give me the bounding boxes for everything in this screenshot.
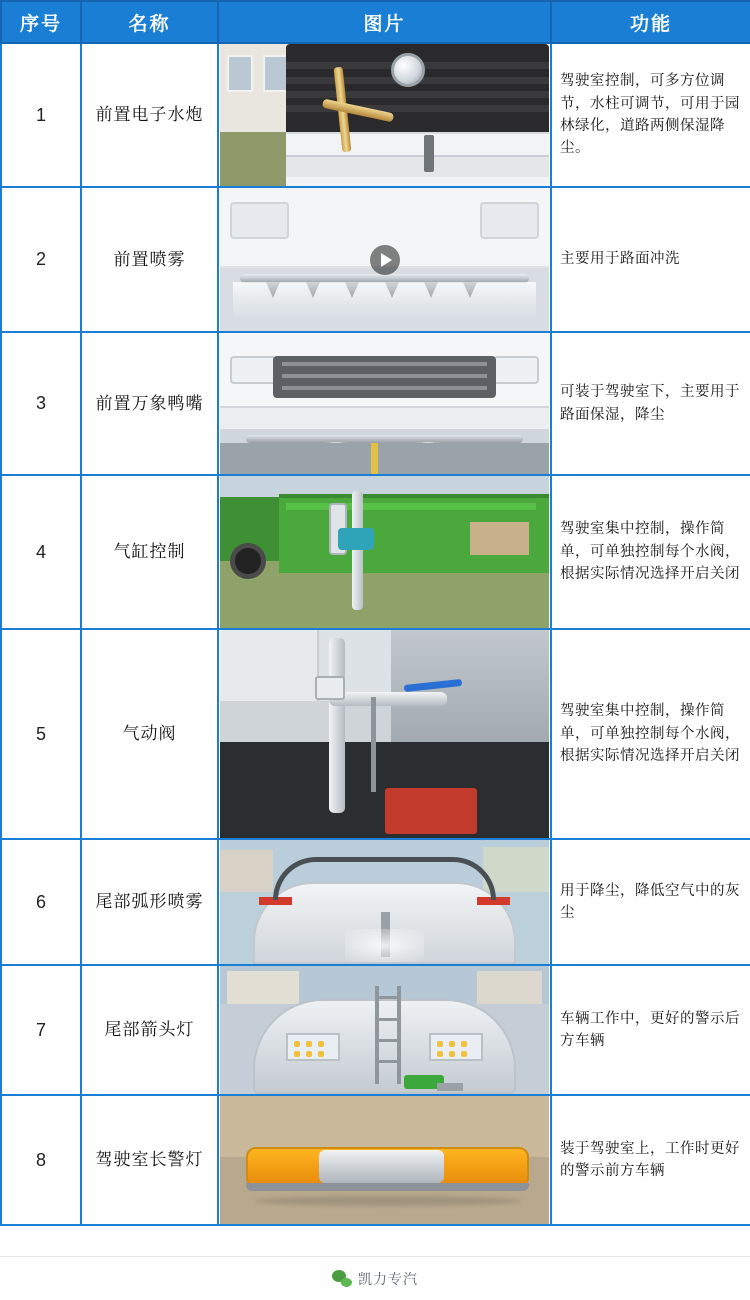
row-index: 1 [1,43,81,187]
row-name: 尾部箭头灯 [81,965,218,1095]
table-row [1,475,750,629]
row-function: 驾驶室集中控制，操作简单，可单独控制每个水阀，根据实际情况选择开启关闭 [551,475,750,629]
footer-account-name[interactable]: 凯力专汽 [358,1270,418,1287]
row-image-cell [218,839,551,965]
row-index: 3 [1,332,81,475]
row-image-cell [218,475,551,629]
table-row [1,965,750,1095]
row-image-cell [218,965,551,1095]
row-index: 5 [1,629,81,839]
front-electronic-water-cannon-photo [220,44,549,186]
row-function: 主要用于路面冲洗 [551,187,750,332]
row-name: 驾驶室长警灯 [81,1095,218,1225]
row-function: 用于降尘，降低空气中的灰尘 [551,839,750,965]
row-function: 车辆工作中，更好的警示后方车辆 [551,965,750,1095]
table-row [1,1095,750,1225]
row-image-cell [218,187,551,332]
row-image-cell [218,1095,551,1225]
header-function: 功能 [551,1,750,43]
row-name: 尾部弧形喷雾 [81,839,218,965]
row-name: 前置喷雾 [81,187,218,332]
video-play-button[interactable] [370,245,400,275]
row-index: 4 [1,475,81,629]
row-function: 驾驶室集中控制，操作简单，可单独控制每个水阀，根据实际情况选择开启关闭 [551,629,750,839]
row-function: 驾驶室控制，可多方位调节，水柱可调节，可用于园林绿化，道路两侧保湿降尘。 [551,43,750,187]
wechat-icon [332,1270,352,1287]
table-header [1,1,750,43]
footer-bar [0,1256,750,1300]
row-name: 前置万象鸭嘴 [81,332,218,475]
row-function: 装于驾驶室上，工作时更好的警示前方车辆 [551,1095,750,1225]
row-index: 6 [1,839,81,965]
pneumatic-valve-photo [220,630,549,838]
rear-arc-spray-photo [220,840,549,964]
row-name: 前置电子水炮 [81,43,218,187]
front-duckbill-nozzle-photo [220,333,549,474]
rear-arrow-light-photo [220,966,549,1094]
table-row [1,332,750,475]
front-spray-bar-photo [220,188,549,331]
row-image-cell [218,43,551,187]
table-row [1,43,750,187]
table-row [1,629,750,839]
row-name: 气缸控制 [81,475,218,629]
air-cylinder-control-photo [220,476,549,628]
header-row [1,1,750,43]
row-index: 7 [1,965,81,1095]
row-image-cell [218,629,551,839]
table-body [1,43,750,1225]
table-row [1,839,750,965]
row-image-cell [218,332,551,475]
header-name: 名称 [81,1,218,43]
row-index: 8 [1,1095,81,1225]
header-image: 图片 [218,1,551,43]
table-row [1,187,750,332]
row-function: 可装于驾驶室下，主要用于路面保湿，降尘 [551,332,750,475]
row-name: 气动阀 [81,629,218,839]
header-index: 序号 [1,1,81,43]
cab-warning-light-bar-photo [220,1096,549,1224]
row-index: 2 [1,187,81,332]
